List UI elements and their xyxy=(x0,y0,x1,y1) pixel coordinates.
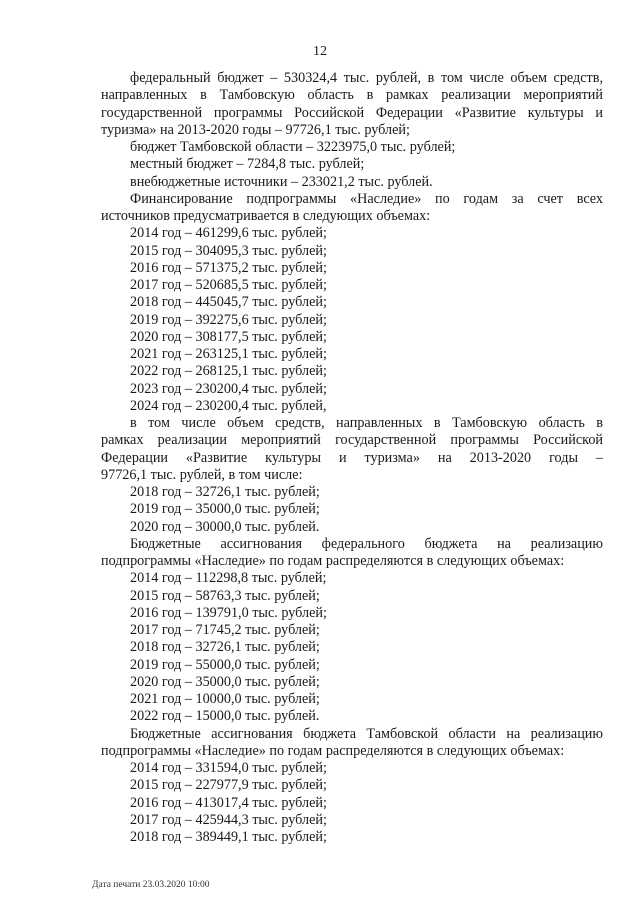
year-amount-line: 2020 год – 30000,0 тыс. рублей. xyxy=(130,518,320,535)
year-amount-line: 2016 год – 413017,4 тыс. рублей; xyxy=(130,794,327,811)
year-amount-line: 2017 год – 71745,2 тыс. рублей; xyxy=(130,622,320,638)
local-budget-total: местный бюджет – 7284,8 тыс. рублей; xyxy=(130,156,365,173)
year-amount-line: 2018 год – 389449,1 тыс. рублей; xyxy=(130,829,327,845)
financing-intro-line-2: источников предусматривается в следующих объемах: xyxy=(101,208,431,224)
financing-intro-line-1: Финансирование подпрограммы «Наследие» по годам за счет всех xyxy=(130,190,603,207)
year-amount-line: 2024 год – 230200,4 тыс. рублей, xyxy=(130,397,327,414)
federal-budget-line-4: туризма» на 2013-2020 годы – 97726,1 тыс. рублей; xyxy=(101,121,410,138)
print-date-footer: Дата печати 23.03.2020 10:00 xyxy=(92,880,210,890)
including-year-list xyxy=(101,484,603,536)
year-amount-line: 2020 год – 35000,0 тыс. рублей; xyxy=(130,673,320,690)
year-amount-line: 2021 год – 263125,1 тыс. рублей; xyxy=(130,346,327,362)
year-amount-line: 2015 год – 58763,3 тыс. рублей; xyxy=(130,587,320,604)
regional-allocations-intro-line-1: Бюджетные ассигнования бюджета Тамбовской области на реализацию xyxy=(130,725,603,742)
year-amount-line: 2015 год – 304095,3 тыс. рублей; xyxy=(130,242,327,259)
including-line-4: 97726,1 тыс. рублей, в том числе: xyxy=(101,466,303,483)
regional-allocations-intro-line-2: подпрограммы «Наследие» по годам распределяются в следующих объемах: xyxy=(101,742,565,759)
year-amount-line: 2022 год – 15000,0 тыс. рублей. xyxy=(130,708,320,725)
year-amount-line: 2014 год – 331594,0 тыс. рублей; xyxy=(130,760,327,776)
regional-budget-total: бюджет Тамбовской области – 3223975,0 тыс. рублей; xyxy=(130,139,456,155)
including-line-2: рамках реализации мероприятий государственной программы Российской xyxy=(101,432,603,449)
document-body xyxy=(101,70,603,846)
including-line-1: в том числе объем средств, направленных в Тамбовскую область в xyxy=(130,415,603,431)
year-amount-line: 2018 год – 32726,1 тыс. рублей; xyxy=(130,484,320,500)
all-sources-year-list xyxy=(101,225,603,415)
page-number: 12 xyxy=(313,44,327,59)
year-amount-line: 2020 год – 308177,5 тыс. рублей; xyxy=(130,328,327,345)
including-line-3: Федерации «Развитие культуры и туризма» на 2013-2020 годы – xyxy=(101,449,603,466)
federal-budget-line-2: направленных в Тамбовскую область в рамках реализации мероприятий xyxy=(101,87,603,104)
year-amount-line: 2018 год – 445045,7 тыс. рублей; xyxy=(130,294,327,311)
federal-budget-line-1: федеральный бюджет – 530324,4 тыс. рублей, в том числе объем средств, xyxy=(130,70,603,86)
year-amount-line: 2018 год – 32726,1 тыс. рублей; xyxy=(130,639,320,656)
year-amount-line: 2014 год – 461299,6 тыс. рублей; xyxy=(130,225,327,242)
year-amount-line: 2017 год – 425944,3 тыс. рублей; xyxy=(130,811,327,828)
off-budget-total: внебюджетные источники – 233021,2 тыс. рублей. xyxy=(130,173,433,190)
year-amount-line: 2014 год – 112298,8 тыс. рублей; xyxy=(130,570,327,587)
year-amount-line: 2017 год – 520685,5 тыс. рублей; xyxy=(130,277,327,293)
federal-budget-line-3: государственной программы Российской Федерации «Развитие культуры и xyxy=(101,104,603,121)
year-amount-line: 2023 год – 230200,4 тыс. рублей; xyxy=(130,380,327,397)
regional-year-list xyxy=(101,760,603,846)
year-amount-line: 2015 год – 227977,9 тыс. рублей; xyxy=(130,777,327,794)
year-amount-line: 2016 год – 571375,2 тыс. рублей; xyxy=(130,259,327,276)
federal-allocations-intro-line-2: подпрограммы «Наследие» по годам распределяются в следующих объемах: xyxy=(101,553,565,569)
year-amount-line: 2021 год – 10000,0 тыс. рублей; xyxy=(130,691,320,707)
year-amount-line: 2022 год – 268125,1 тыс. рублей; xyxy=(130,363,327,380)
year-amount-line: 2019 год – 392275,6 тыс. рублей; xyxy=(130,311,327,328)
federal-year-list xyxy=(101,570,603,725)
federal-allocations-intro-line-1: Бюджетные ассигнования федерального бюджета на реализацию xyxy=(130,535,603,552)
year-amount-line: 2019 год – 55000,0 тыс. рублей; xyxy=(130,656,320,673)
year-amount-line: 2016 год – 139791,0 тыс. рублей; xyxy=(130,604,327,621)
year-amount-line: 2019 год – 35000,0 тыс. рублей; xyxy=(130,501,320,518)
